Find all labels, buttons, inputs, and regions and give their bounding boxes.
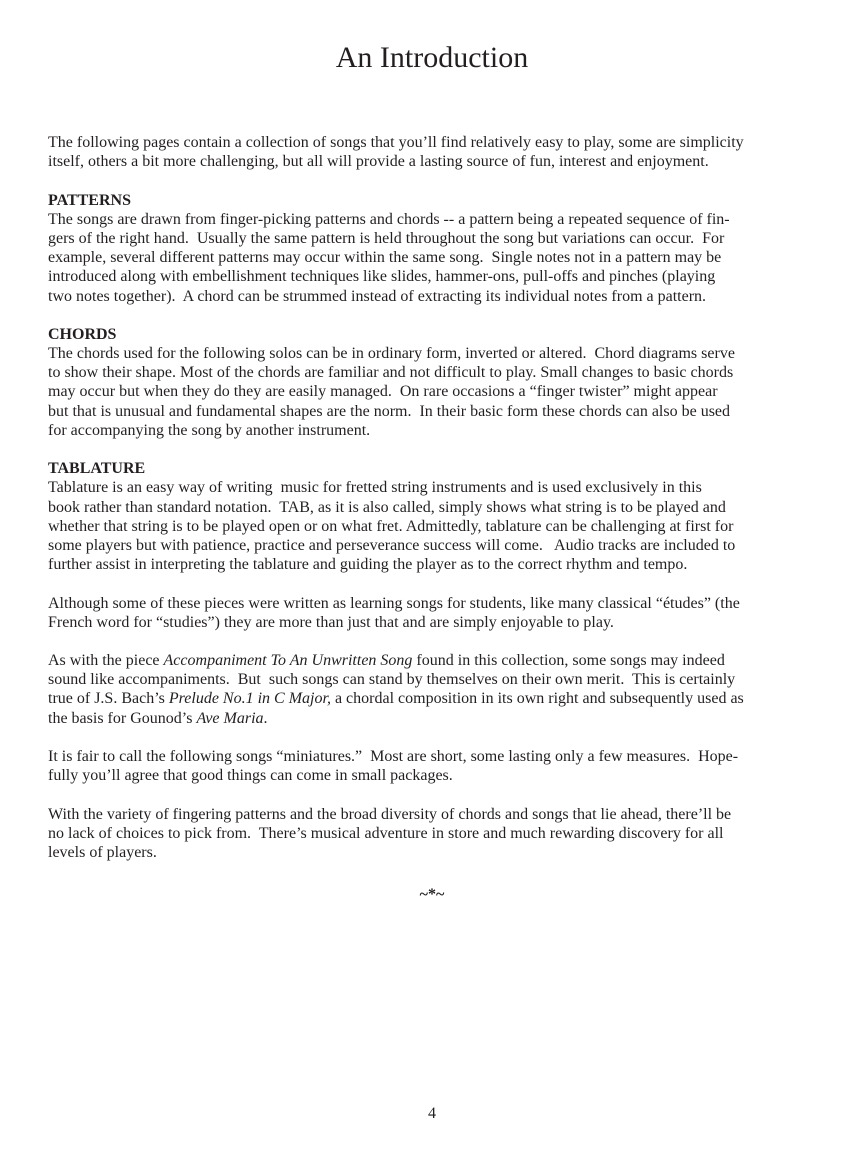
page-title: An Introduction [335,41,529,74]
text-line [48,824,828,843]
text-run: sound like accompaniments. But such songs can stand by themselves on their own merit. This is certainly [48,671,736,689]
text-run: Tablature is an easy way of writing music for fretted string instruments and is used exclusively in this [48,479,702,497]
text-run: two notes together). A chord can be strummed instead of extracting its individual notes from a pattern. [48,287,707,305]
blank-line [48,574,828,593]
text-line [48,267,828,286]
text-line [48,613,828,632]
blank-line [48,306,828,325]
text-run: itself, others a bit more challenging, but all will provide a lasting source of fun, interest and enjoyment. [48,153,709,171]
text-line [48,594,828,613]
text-run: gers of the right hand. Usually the same pattern is held throughout the song but variations can occur. For [48,229,725,247]
text-run: may occur but when they do they are easily managed. On rare occasions a “finger twister” might appear [48,383,718,401]
text-run: It is fair to call the following songs “miniatures.” Most are short, some lasting only a few measures. Hope- [48,748,739,765]
text-line [48,152,828,171]
text-line [48,517,828,536]
text-line [48,402,828,421]
text-line [48,689,828,708]
text-line [48,421,828,440]
blank-line [48,785,828,804]
text-run: The songs are drawn from finger-picking patterns and chords -- a pattern being a repeated sequence of fin- [48,210,730,228]
italic-title: Ave Maria [196,709,264,727]
text-line [48,478,828,497]
text-run: some players but with patience, practice and perseverance success will come. Audio tracks are included to [48,536,736,554]
blank-line [48,171,828,190]
text-line [48,344,828,363]
text-run: fully you’ll agree that good things can come in small packages. [48,767,453,785]
text-run: no lack of choices to pick from. There’s musical adventure in store and much rewarding discovery for all [48,824,724,842]
body-text [48,133,828,862]
text-line [48,248,828,267]
text-run: for accompanying the song by another instrument. [48,421,371,439]
text-line [48,133,828,152]
text-line [48,498,828,517]
text-run: levels of players. [48,843,157,861]
text-line [48,363,828,382]
text-run: . [263,709,268,727]
text-line [48,843,828,862]
section-ornament: ~*~ [419,886,445,903]
text-line [48,670,828,689]
text-line [48,747,828,766]
text-line [48,210,828,229]
text-run: the basis for Gounod’s [48,709,197,727]
text-run: but that is unusual and fundamental shapes are the norm. In their basic form these chords can also be used [48,402,731,420]
text-run: book rather than standard notation. TAB, as it is also called, simply shows what string is to be played and [48,498,726,516]
section-heading [48,191,828,210]
text-run: The chords used for the following solos can be in ordinary form, inverted or altered. Chord diagrams serve [48,345,735,363]
text-run: French word for “studies”) they are more than just that and are simply enjoyable to play. [48,613,614,631]
page-number: 4 [428,1105,436,1122]
text-run: PATTERNS [48,191,131,209]
text-run: true of J.S. Bach’s [48,690,169,708]
text-run: further assist in interpreting the tablature and guiding the player as to the correct rhythm and tempo. [48,556,688,574]
text-run: Although some of these pieces were written as learning songs for students, like many classical “études” (the [48,594,740,612]
text-run: a chordal composition in its own right and subsequently used as [330,690,744,708]
text-line [48,287,828,306]
text-run: As with the piece [48,652,164,670]
text-run: The following pages contain a collection of songs that you’ll find relatively easy to play, some are simplicity [48,134,744,151]
blank-line [48,440,828,459]
text-run: to show their shape. Most of the chords are familiar and not difficult to play. Small changes to basic chords [48,364,734,382]
text-line [48,651,828,670]
section-heading [48,459,828,478]
text-line [48,555,828,574]
text-line [48,536,828,555]
text-line [48,382,828,401]
italic-title: Prelude No.1 in C Major, [168,690,331,708]
text-run: With the variety of fingering patterns and the broad diversity of chords and songs that lie ahead, there’ll be [48,805,732,823]
section-heading [48,325,828,344]
text-run: whether that string is to be played open or on what fret. Admittedly, tablature can be challenging at first for [48,517,734,535]
text-run: CHORDS [48,325,117,343]
text-line [48,766,828,785]
text-run: introduced along with embellishment techniques like slides, hammer-ons, pull-offs and pinches (playing [48,268,716,286]
text-run: example, several different patterns may occur within the same song. Single notes not in a pattern may be [48,249,722,267]
italic-title: Accompaniment To An Unwritten Song [163,652,413,670]
blank-line [48,632,828,651]
text-line [48,229,828,248]
blank-line [48,728,828,747]
text-run: found in this collection, some songs may indeed [412,652,725,670]
text-line [48,805,828,824]
text-line [48,709,828,728]
text-run: TABLATURE [48,460,146,478]
